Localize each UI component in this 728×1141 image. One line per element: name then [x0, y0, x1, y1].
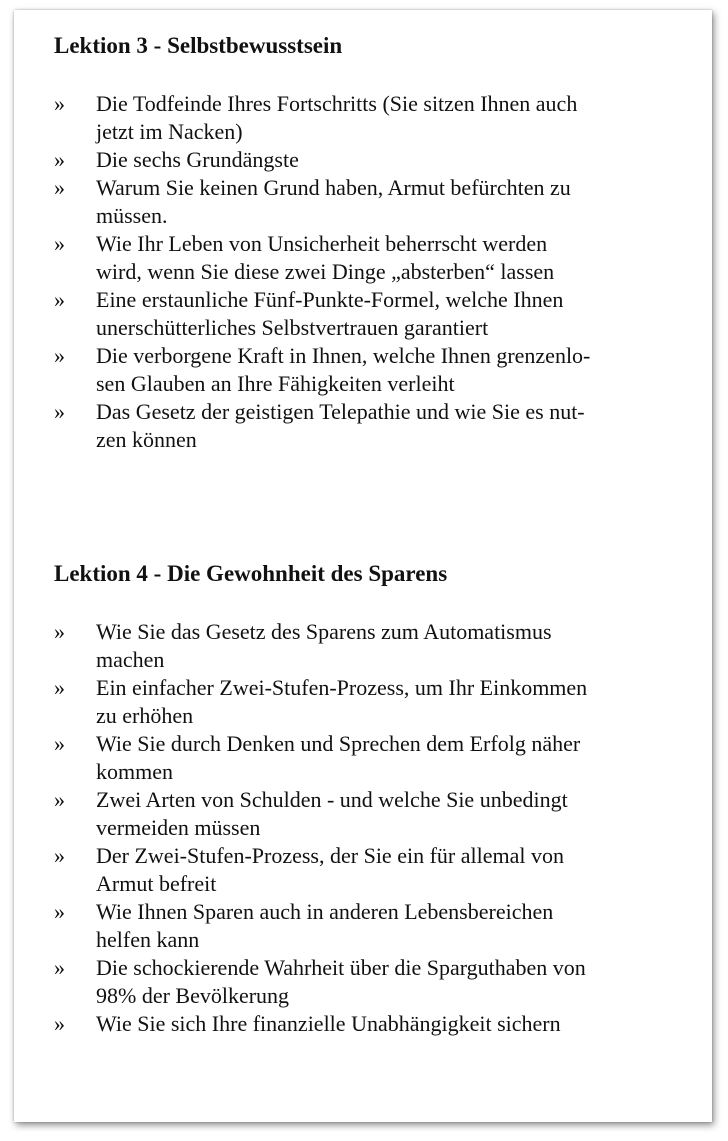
text-line: Wie Sie durch Denken und Sprechen dem Erfolg näher: [96, 731, 581, 756]
list-item: [54, 342, 682, 398]
list-item: [54, 842, 682, 898]
lesson-title: Lektion 4 - Die Gewohnheit des Sparens: [54, 561, 448, 586]
text-line: Ein einfacher Zwei-Stufen-Prozess, um Ihr Einkommen: [96, 675, 588, 700]
list-item-text: [96, 898, 682, 954]
list-item-text: [96, 674, 682, 730]
list-item: [54, 730, 682, 786]
text-line: wird, wenn Sie diese zwei Dinge „absterben“ lassen: [96, 259, 555, 284]
text-line: Die Todfeinde Ihres Fortschritts (Sie sitzen Ihnen auch: [96, 91, 578, 116]
text-line: müssen.: [96, 203, 168, 228]
bullet-marker: »: [54, 147, 65, 172]
lesson-list: [54, 618, 682, 1038]
bullet-marker: »: [54, 899, 65, 924]
list-item: [54, 898, 682, 954]
list-item-text: [96, 618, 682, 674]
text-line: Wie Sie das Gesetz des Sparens zum Automatismus: [96, 619, 552, 644]
bullet-marker: »: [54, 175, 65, 200]
text-line: Das Gesetz der geistigen Telepathie und wie Sie es nut-: [96, 399, 585, 424]
list-item-text: [96, 174, 682, 230]
text-line: Eine erstaunliche Fünf-Punkte-Formel, welche Ihnen: [96, 287, 564, 312]
text-line: jetzt im Nacken): [96, 119, 243, 144]
list-item-text: [96, 146, 682, 174]
text-line: zen können: [96, 427, 197, 452]
text-line: Warum Sie keinen Grund haben, Armut befürchten zu: [96, 175, 571, 200]
list-item: [54, 786, 682, 842]
text-line: Der Zwei-Stufen-Prozess, der Sie ein für allemal von: [96, 843, 564, 868]
text-line: sen Glauben an Ihre Fähigkeiten verleiht: [96, 371, 455, 396]
list-item-text: [96, 1010, 682, 1038]
bullet-marker: »: [54, 787, 65, 812]
text-line: Die schockierende Wahrheit über die Sparguthaben von: [96, 955, 586, 980]
list-item-text: [96, 730, 682, 786]
text-line: unerschütterliches Selbstvertrauen garantiert: [96, 315, 489, 340]
list-item: [54, 674, 682, 730]
text-line: vermeiden müssen: [96, 815, 261, 840]
list-item: [54, 286, 682, 342]
list-item: [54, 398, 682, 454]
list-item-text: [96, 230, 682, 286]
list-item-text: [96, 398, 682, 454]
list-item-text: [96, 342, 682, 398]
bullet-marker: »: [54, 731, 65, 756]
list-item-text: [96, 842, 682, 898]
bullet-marker: »: [54, 955, 65, 980]
list-item-text: [96, 954, 682, 1010]
bullet-marker: »: [54, 231, 65, 256]
list-item-text: [96, 286, 682, 342]
text-line: Wie Ihnen Sparen auch in anderen Lebensbereichen: [96, 899, 554, 924]
bullet-marker: »: [54, 399, 65, 424]
list-item: [54, 954, 682, 1010]
list-item-text: [96, 90, 682, 146]
text-line: helfen kann: [96, 927, 200, 952]
document-page: [14, 10, 712, 1122]
lesson-4-section: [54, 560, 682, 1038]
text-line: machen: [96, 647, 165, 672]
bullet-marker: »: [54, 91, 65, 116]
list-item: [54, 618, 682, 674]
list-item-text: [96, 786, 682, 842]
bullet-marker: »: [54, 287, 65, 312]
bullet-marker: »: [54, 843, 65, 868]
text-line: Armut befreit: [96, 871, 217, 896]
section-spacer: [54, 454, 682, 560]
bullet-marker: »: [54, 343, 65, 368]
text-line: Die verborgene Kraft in Ihnen, welche Ihnen grenzenlo-: [96, 343, 591, 368]
text-line: Wie Sie sich Ihre finanzielle Unabhängigkeit sichern: [96, 1011, 561, 1036]
list-item: [54, 146, 682, 174]
text-line: Zwei Arten von Schulden - und welche Sie unbedingt: [96, 787, 568, 812]
lesson-title: Lektion 3 - Selbstbewusstsein: [54, 33, 343, 58]
list-item: [54, 174, 682, 230]
text-line: kommen: [96, 759, 173, 784]
bullet-marker: »: [54, 619, 65, 644]
lesson-3-section: [54, 32, 682, 454]
text-line: Die sechs Grundängste: [96, 147, 299, 172]
lesson-list: [54, 90, 682, 454]
bullet-marker: »: [54, 675, 65, 700]
text-line: Wie Ihr Leben von Unsicherheit beherrscht werden: [96, 231, 548, 256]
list-item: [54, 230, 682, 286]
list-item: [54, 90, 682, 146]
list-item: [54, 1010, 682, 1038]
bullet-marker: »: [54, 1011, 65, 1036]
text-line: 98% der Bevölkerung: [96, 983, 290, 1008]
text-line: zu erhöhen: [96, 703, 194, 728]
